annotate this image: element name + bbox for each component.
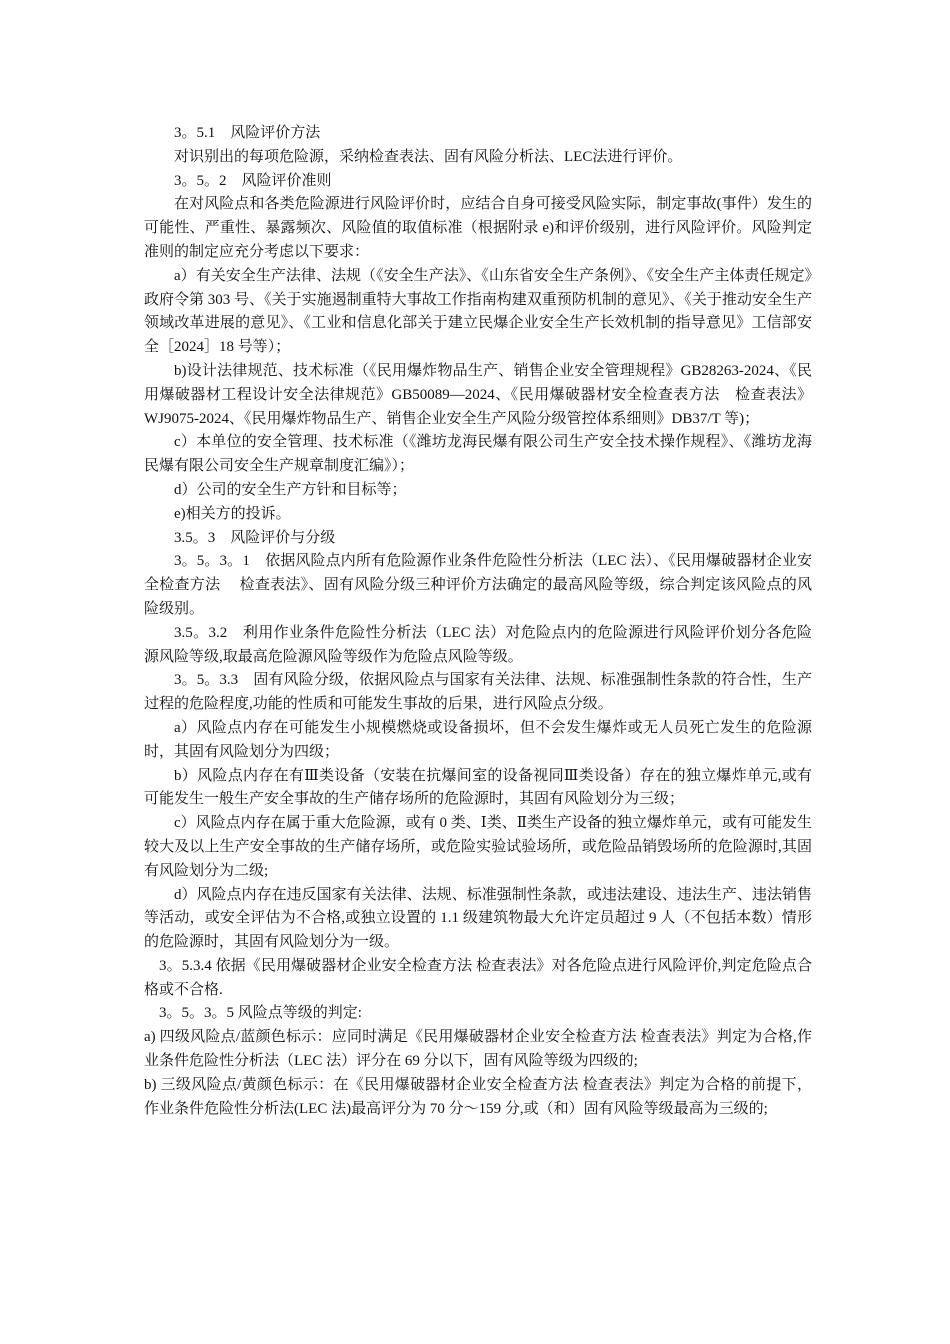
list-item-a: a）有关安全生产法律、法规（《安全生产法》、《山东省安全生产条例》、《安全生产主体责任规定》政府令第 303 号、《关于实施遏制重特大事故工作指南构建双重预防机制的意见》、《关于推动安全生产领域改革进展的意见》、《工业和信息化部关于建立民爆企业安全生产长效机制的指导意见》工信部安全［2024］18 号等）； [144, 267, 812, 356]
list-item-e: e)相关方的投诉。 [174, 505, 291, 522]
list-item-b: b) 三级风险点/黄颜色标示：在《民用爆破器材企业安全检查方法 检查表法》判定为合格的前提下，作业条件危险性分析法(LEC 法)最高评分为 70 分～159 分,或（和）固有风险等级最高为三级的; [144, 1076, 812, 1117]
list-item-c: c）本单位的安全管理、技术标准（《潍坊龙海民爆有限公司生产安全技术操作规程》、《潍坊龙海民爆有限公司安全生产规章制度汇编》）； [144, 434, 812, 475]
paragraph-3-5-3-5: 3。5。3。5 风险点等级的判定: [159, 1005, 362, 1022]
paragraph-3-5-3-4: 3。5.3.4 依据《民用爆破器材企业安全检查方法 检查表法》对各危险点进行风险评价,判定危险点合格或不合格. [144, 957, 812, 998]
section-heading-3-5-3: 3.5。3 风险评价与分级 [174, 529, 336, 546]
list-item-c: c）风险点内存在属于重大危险源，或有 0 类、Ⅰ类、Ⅱ类生产设备的独立爆炸单元，或有可能发生较大及以上生产安全事故的生产储存场所，或危险实验试验场所，或危险品销毁场所的危险源时,其固有风险划分为二级; [144, 815, 812, 879]
paragraph: 对识别出的每项危险源，采纳检查表法、固有风险分析法、LEC法进行评价。 [174, 148, 683, 165]
list-item-a: a）风险点内存在可能发生小规模燃烧或设备损坏，但不会发生爆炸或无人员死亡发生的危险源时，其固有风险划分为四级； [144, 719, 812, 760]
document-page [144, 122, 812, 1121]
list-item-d: d）公司的安全生产方针和目标等； [174, 481, 407, 498]
paragraph-3-5-3-3: 3。5。3.3 固有风险分级，依据风险点与国家有关法律、法规、标准强制性条款的符合性，生产过程的危险程度,功能的性质和可能发生事故的后果，进行风险点分级。 [144, 672, 812, 713]
paragraph: 在对风险点和各类危险源进行风险评价时，应结合自身可接受风险实际，制定事故(事件）发生的可能性、严重性、暴露频次、风险值的取值标准（根据附录 e)和评价级别，进行风险评价。风险判定准则的制定应充分考虑以下要求： [144, 196, 812, 260]
section-heading-3-5-2: 3。5。2 风险评价准则 [174, 172, 332, 189]
paragraph-3-5-3-1: 3。5。3。1 依据风险点内所有危险源作业条件危险性分析法（LEC 法）、《民用爆破器材企业安全检查方法 检查表法》、固有风险分级三种评价方法确定的最高风险等级，综合判定该风险点的风险级别。 [144, 553, 812, 617]
list-item-a: a) 四级风险点/蓝颜色标示：应同时满足《民用爆破器材企业安全检查方法 检查表法》判定为合格,作业条件危险性分析法（LEC 法）评分在 69 分以下，固有风险等级为四级的; [144, 1029, 812, 1070]
list-item-b: b)设计法律规范、技术标准（《民用爆炸物品生产、销售企业安全管理规程》GB28263-2024、《民用爆破器材工程设计安全法律规范》GB50089—2024、《民用爆破器材安全检查表方法 检查表法》WJ9075-2024、《民用爆炸物品生产、销售企业安全生产风险分级管控体系细则》DB37/T 等)； [144, 362, 812, 427]
paragraph-3-5-3-2: 3.5。3.2 利用作业条件危险性分析法（LEC 法）对危险点内的危险源进行风险评价划分各危险源风险等级,取最高危险源风险等级作为危险点风险等级。 [144, 624, 812, 665]
list-item-b: b）风险点内存在有Ⅲ类设备（安装在抗爆间室的设备视同Ⅲ类设备）存在的独立爆炸单元,或有可能发生一般生产安全事故的生产储存场所的危险源时，其固有风险划分为三级； [144, 767, 812, 808]
section-heading-3-5-1: 3。5.1 风险评价方法 [174, 125, 321, 141]
list-item-d: d）风险点内存在违反国家有关法律、法规、标准强制性条款，或违法建设、违法生产、违法销售等活动，或安全评估为不合格,或独立设置的 1.1 级建筑物最大允许定员超过 9 人（不包括本数）情形的危险源时，其固有风险划分为一级。 [144, 886, 812, 951]
